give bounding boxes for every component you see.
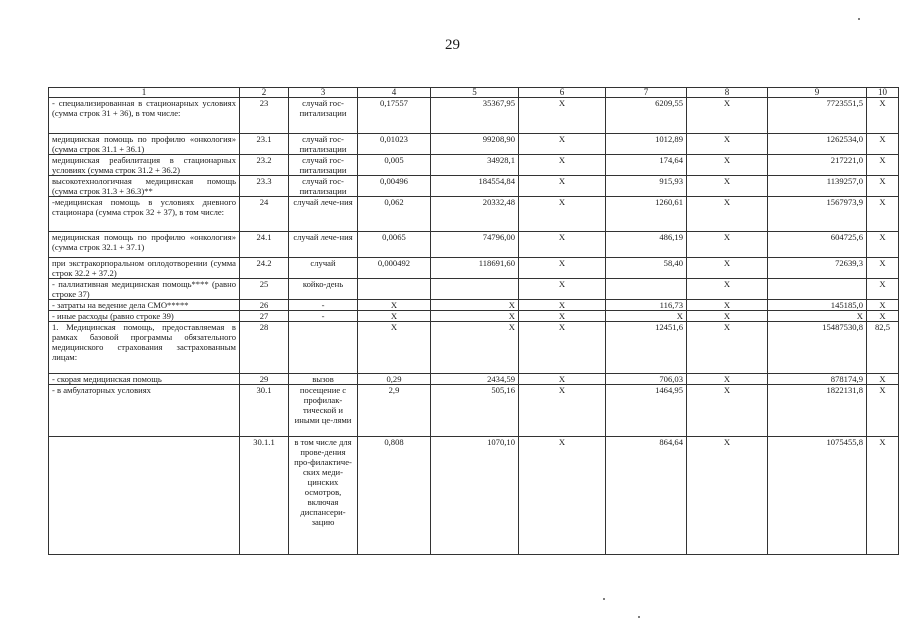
table-cell: 0,01023 bbox=[358, 134, 431, 155]
table-cell: Х bbox=[519, 155, 606, 176]
table-cell: случай лече-ния bbox=[289, 197, 358, 232]
table-cell: 1012,89 bbox=[606, 134, 687, 155]
column-header: 10 bbox=[867, 88, 899, 98]
table-cell: 23.2 bbox=[240, 155, 289, 176]
table-cell: Х bbox=[867, 258, 899, 279]
table-cell: 1567973,9 bbox=[768, 197, 867, 232]
tariff-table bbox=[48, 87, 899, 555]
table-cell: 2,9 bbox=[358, 385, 431, 437]
column-header: 2 bbox=[240, 88, 289, 98]
table-cell: 878174,9 bbox=[768, 374, 867, 385]
table-cell: 23.3 bbox=[240, 176, 289, 197]
table-cell: 6209,55 bbox=[606, 98, 687, 134]
table-cell: случай bbox=[289, 258, 358, 279]
table-cell: 0,005 bbox=[358, 155, 431, 176]
table-cell: Х bbox=[687, 279, 768, 300]
table-cell: - bbox=[289, 311, 358, 322]
column-header: 9 bbox=[768, 88, 867, 98]
table-cell: 145185,0 bbox=[768, 300, 867, 311]
table-cell bbox=[358, 279, 431, 300]
table-cell: Х bbox=[519, 322, 606, 374]
table-cell: 24 bbox=[240, 197, 289, 232]
table-row bbox=[49, 311, 899, 322]
table-cell: 0,808 bbox=[358, 437, 431, 555]
table-cell: медицинская реабилитация в стационарных условиях (сумма строк 31.2 + 36.2) bbox=[49, 155, 240, 176]
table-cell: Х bbox=[519, 437, 606, 555]
table-cell: 30.1.1 bbox=[240, 437, 289, 555]
table-cell: 23 bbox=[240, 98, 289, 134]
column-header: 3 bbox=[289, 88, 358, 98]
table-row bbox=[49, 197, 899, 232]
table-cell: 1464,95 bbox=[606, 385, 687, 437]
table-cell: Х bbox=[867, 300, 899, 311]
table-cell: 174,64 bbox=[606, 155, 687, 176]
table-cell: Х bbox=[519, 134, 606, 155]
table-cell: Х bbox=[687, 374, 768, 385]
table-cell: Х bbox=[867, 134, 899, 155]
table-cell: 29 bbox=[240, 374, 289, 385]
table-cell: 58,40 bbox=[606, 258, 687, 279]
table-cell: Х bbox=[687, 176, 768, 197]
table-cell: 1070,10 bbox=[431, 437, 519, 555]
table-cell: при экстракорпоральном оплодотворении (сумма строк 32.2 + 37.2) bbox=[49, 258, 240, 279]
table-cell bbox=[289, 322, 358, 374]
table-cell: 34928,1 bbox=[431, 155, 519, 176]
table-cell: 1. Медицинская помощь, предоставляемая в рамках базовой программы обязательного медицинского страхования застрахованным лицам: bbox=[49, 322, 240, 374]
table-cell: койко-день bbox=[289, 279, 358, 300]
table-cell: Х bbox=[519, 176, 606, 197]
table-cell: случай гос-питализации bbox=[289, 155, 358, 176]
column-header: 8 bbox=[687, 88, 768, 98]
table-cell bbox=[606, 279, 687, 300]
table-row bbox=[49, 98, 899, 134]
table-cell: Х bbox=[519, 279, 606, 300]
table-cell: Х bbox=[687, 98, 768, 134]
table-row bbox=[49, 437, 899, 555]
table-cell: случай гос-питализации bbox=[289, 176, 358, 197]
table-cell: 1139257,0 bbox=[768, 176, 867, 197]
table-cell bbox=[768, 279, 867, 300]
table-cell: Х bbox=[431, 322, 519, 374]
column-header: 6 bbox=[519, 88, 606, 98]
table-cell: Х bbox=[687, 134, 768, 155]
table-cell: - в амбулаторных условиях bbox=[49, 385, 240, 437]
table-cell: Х bbox=[867, 374, 899, 385]
table-cell: Х bbox=[687, 232, 768, 258]
table-cell: Х bbox=[768, 311, 867, 322]
table-cell: 0,00496 bbox=[358, 176, 431, 197]
table-cell: 12451,6 bbox=[606, 322, 687, 374]
table-cell: Х bbox=[867, 232, 899, 258]
table-cell: 1075455,8 bbox=[768, 437, 867, 555]
table-cell: 864,64 bbox=[606, 437, 687, 555]
table-cell bbox=[431, 279, 519, 300]
table-cell: 25 bbox=[240, 279, 289, 300]
table-cell: Х bbox=[867, 279, 899, 300]
table-cell: 99208,90 bbox=[431, 134, 519, 155]
table-cell: Х bbox=[519, 232, 606, 258]
table-cell: 35367,95 bbox=[431, 98, 519, 134]
table-cell: Х bbox=[431, 300, 519, 311]
table-cell: 28 bbox=[240, 322, 289, 374]
column-header: 4 bbox=[358, 88, 431, 98]
table-cell: - скорая медицинская помощь bbox=[49, 374, 240, 385]
table-cell bbox=[49, 437, 240, 555]
table-cell: 604725,6 bbox=[768, 232, 867, 258]
table-row bbox=[49, 279, 899, 300]
table-header-row bbox=[49, 88, 899, 98]
table-cell: Х bbox=[687, 311, 768, 322]
table-cell: 0,062 bbox=[358, 197, 431, 232]
table-cell: Х bbox=[687, 197, 768, 232]
table-cell: 0,0065 bbox=[358, 232, 431, 258]
table-cell: 1262534,0 bbox=[768, 134, 867, 155]
table-cell: случай гос-питализации bbox=[289, 98, 358, 134]
table-cell: 915,93 bbox=[606, 176, 687, 197]
table-cell: случай гос-питализации bbox=[289, 134, 358, 155]
table-cell: Х bbox=[687, 258, 768, 279]
table-cell: Х bbox=[431, 311, 519, 322]
table-cell: 24.2 bbox=[240, 258, 289, 279]
table-row bbox=[49, 322, 899, 374]
scan-speck bbox=[858, 18, 860, 20]
table-cell: 118691,60 bbox=[431, 258, 519, 279]
table-cell: 1822131,8 bbox=[768, 385, 867, 437]
table-cell: 72639,3 bbox=[768, 258, 867, 279]
table-cell: 0,29 bbox=[358, 374, 431, 385]
table-cell: 15487530,8 bbox=[768, 322, 867, 374]
table-cell: 0,000492 bbox=[358, 258, 431, 279]
table-row bbox=[49, 176, 899, 197]
table-cell: 27 bbox=[240, 311, 289, 322]
table-cell: Х bbox=[687, 437, 768, 555]
table-row bbox=[49, 300, 899, 311]
table-cell: Х bbox=[519, 311, 606, 322]
table-cell: в том числе для прове-дения про-филактиче-ских меди-цинских осмотров, включая диспансери-зацию bbox=[289, 437, 358, 555]
table-cell: Х bbox=[867, 98, 899, 134]
table-cell: Х bbox=[519, 300, 606, 311]
table-cell: Х bbox=[358, 322, 431, 374]
table-cell: медицинская помощь по профилю «онкология» (сумма строк 32.1 + 37.1) bbox=[49, 232, 240, 258]
table-cell: Х bbox=[519, 98, 606, 134]
table-cell: 30.1 bbox=[240, 385, 289, 437]
table-cell: посещение с профилак-тической и иными це-лями bbox=[289, 385, 358, 437]
table-cell: случай лече-ния bbox=[289, 232, 358, 258]
table-row bbox=[49, 232, 899, 258]
table-cell: - затраты на ведение дела СМО***** bbox=[49, 300, 240, 311]
table-cell: 1260,61 bbox=[606, 197, 687, 232]
table-cell: Х bbox=[867, 176, 899, 197]
table-cell: 26 bbox=[240, 300, 289, 311]
table-cell: медицинская помощь по профилю «онкология» (сумма строк 31.1 + 36.1) bbox=[49, 134, 240, 155]
table-cell: 82,5 bbox=[867, 322, 899, 374]
table-cell: 24.1 bbox=[240, 232, 289, 258]
table-cell: 217221,0 bbox=[768, 155, 867, 176]
table-cell: Х bbox=[867, 311, 899, 322]
table-cell: Х bbox=[687, 300, 768, 311]
table-cell: Х bbox=[867, 197, 899, 232]
table-cell: высокотехнологичная медицинская помощь (сумма строк 31.3 + 36.3)** bbox=[49, 176, 240, 197]
table-cell: 2434,59 bbox=[431, 374, 519, 385]
table-cell: 486,19 bbox=[606, 232, 687, 258]
table-row bbox=[49, 385, 899, 437]
table-cell: 74796,00 bbox=[431, 232, 519, 258]
table-cell: - специализированная в стационарных условиях (сумма строк 31 + 36), в том числе: bbox=[49, 98, 240, 134]
table-cell: 7723551,5 bbox=[768, 98, 867, 134]
table-cell: 184554,84 bbox=[431, 176, 519, 197]
column-header: 5 bbox=[431, 88, 519, 98]
table-cell: Х bbox=[358, 311, 431, 322]
table-cell: 116,73 bbox=[606, 300, 687, 311]
table-cell: Х bbox=[687, 385, 768, 437]
table-cell: вызов bbox=[289, 374, 358, 385]
table-cell: Х bbox=[519, 385, 606, 437]
page-number: 29 bbox=[445, 37, 460, 53]
table-cell: - bbox=[289, 300, 358, 311]
table-row bbox=[49, 155, 899, 176]
table-cell: -медицинская помощь в условиях дневного стационара (сумма строк 32 + 37), в том числе: bbox=[49, 197, 240, 232]
table-cell: Х bbox=[606, 311, 687, 322]
table-cell: Х bbox=[519, 197, 606, 232]
column-header: 7 bbox=[606, 88, 687, 98]
table-row bbox=[49, 134, 899, 155]
table-cell: - иные расходы (равно строке 39) bbox=[49, 311, 240, 322]
table-cell: 0,17557 bbox=[358, 98, 431, 134]
table-cell: Х bbox=[358, 300, 431, 311]
table-cell: Х bbox=[867, 437, 899, 555]
scan-speck bbox=[603, 598, 605, 600]
table-cell: - паллиативная медицинская помощь**** (равно строке 37) bbox=[49, 279, 240, 300]
table-cell: Х bbox=[519, 374, 606, 385]
scan-speck bbox=[638, 616, 640, 618]
table-cell: 706,03 bbox=[606, 374, 687, 385]
table-cell: Х bbox=[867, 155, 899, 176]
column-header: 1 bbox=[49, 88, 240, 98]
table-cell: 505,16 bbox=[431, 385, 519, 437]
table-cell: Х bbox=[687, 322, 768, 374]
table-cell: 23.1 bbox=[240, 134, 289, 155]
table-cell: Х bbox=[519, 258, 606, 279]
table-cell: Х bbox=[687, 155, 768, 176]
table-row bbox=[49, 374, 899, 385]
table-cell: 20332,48 bbox=[431, 197, 519, 232]
table-row bbox=[49, 258, 899, 279]
table-cell: Х bbox=[867, 385, 899, 437]
